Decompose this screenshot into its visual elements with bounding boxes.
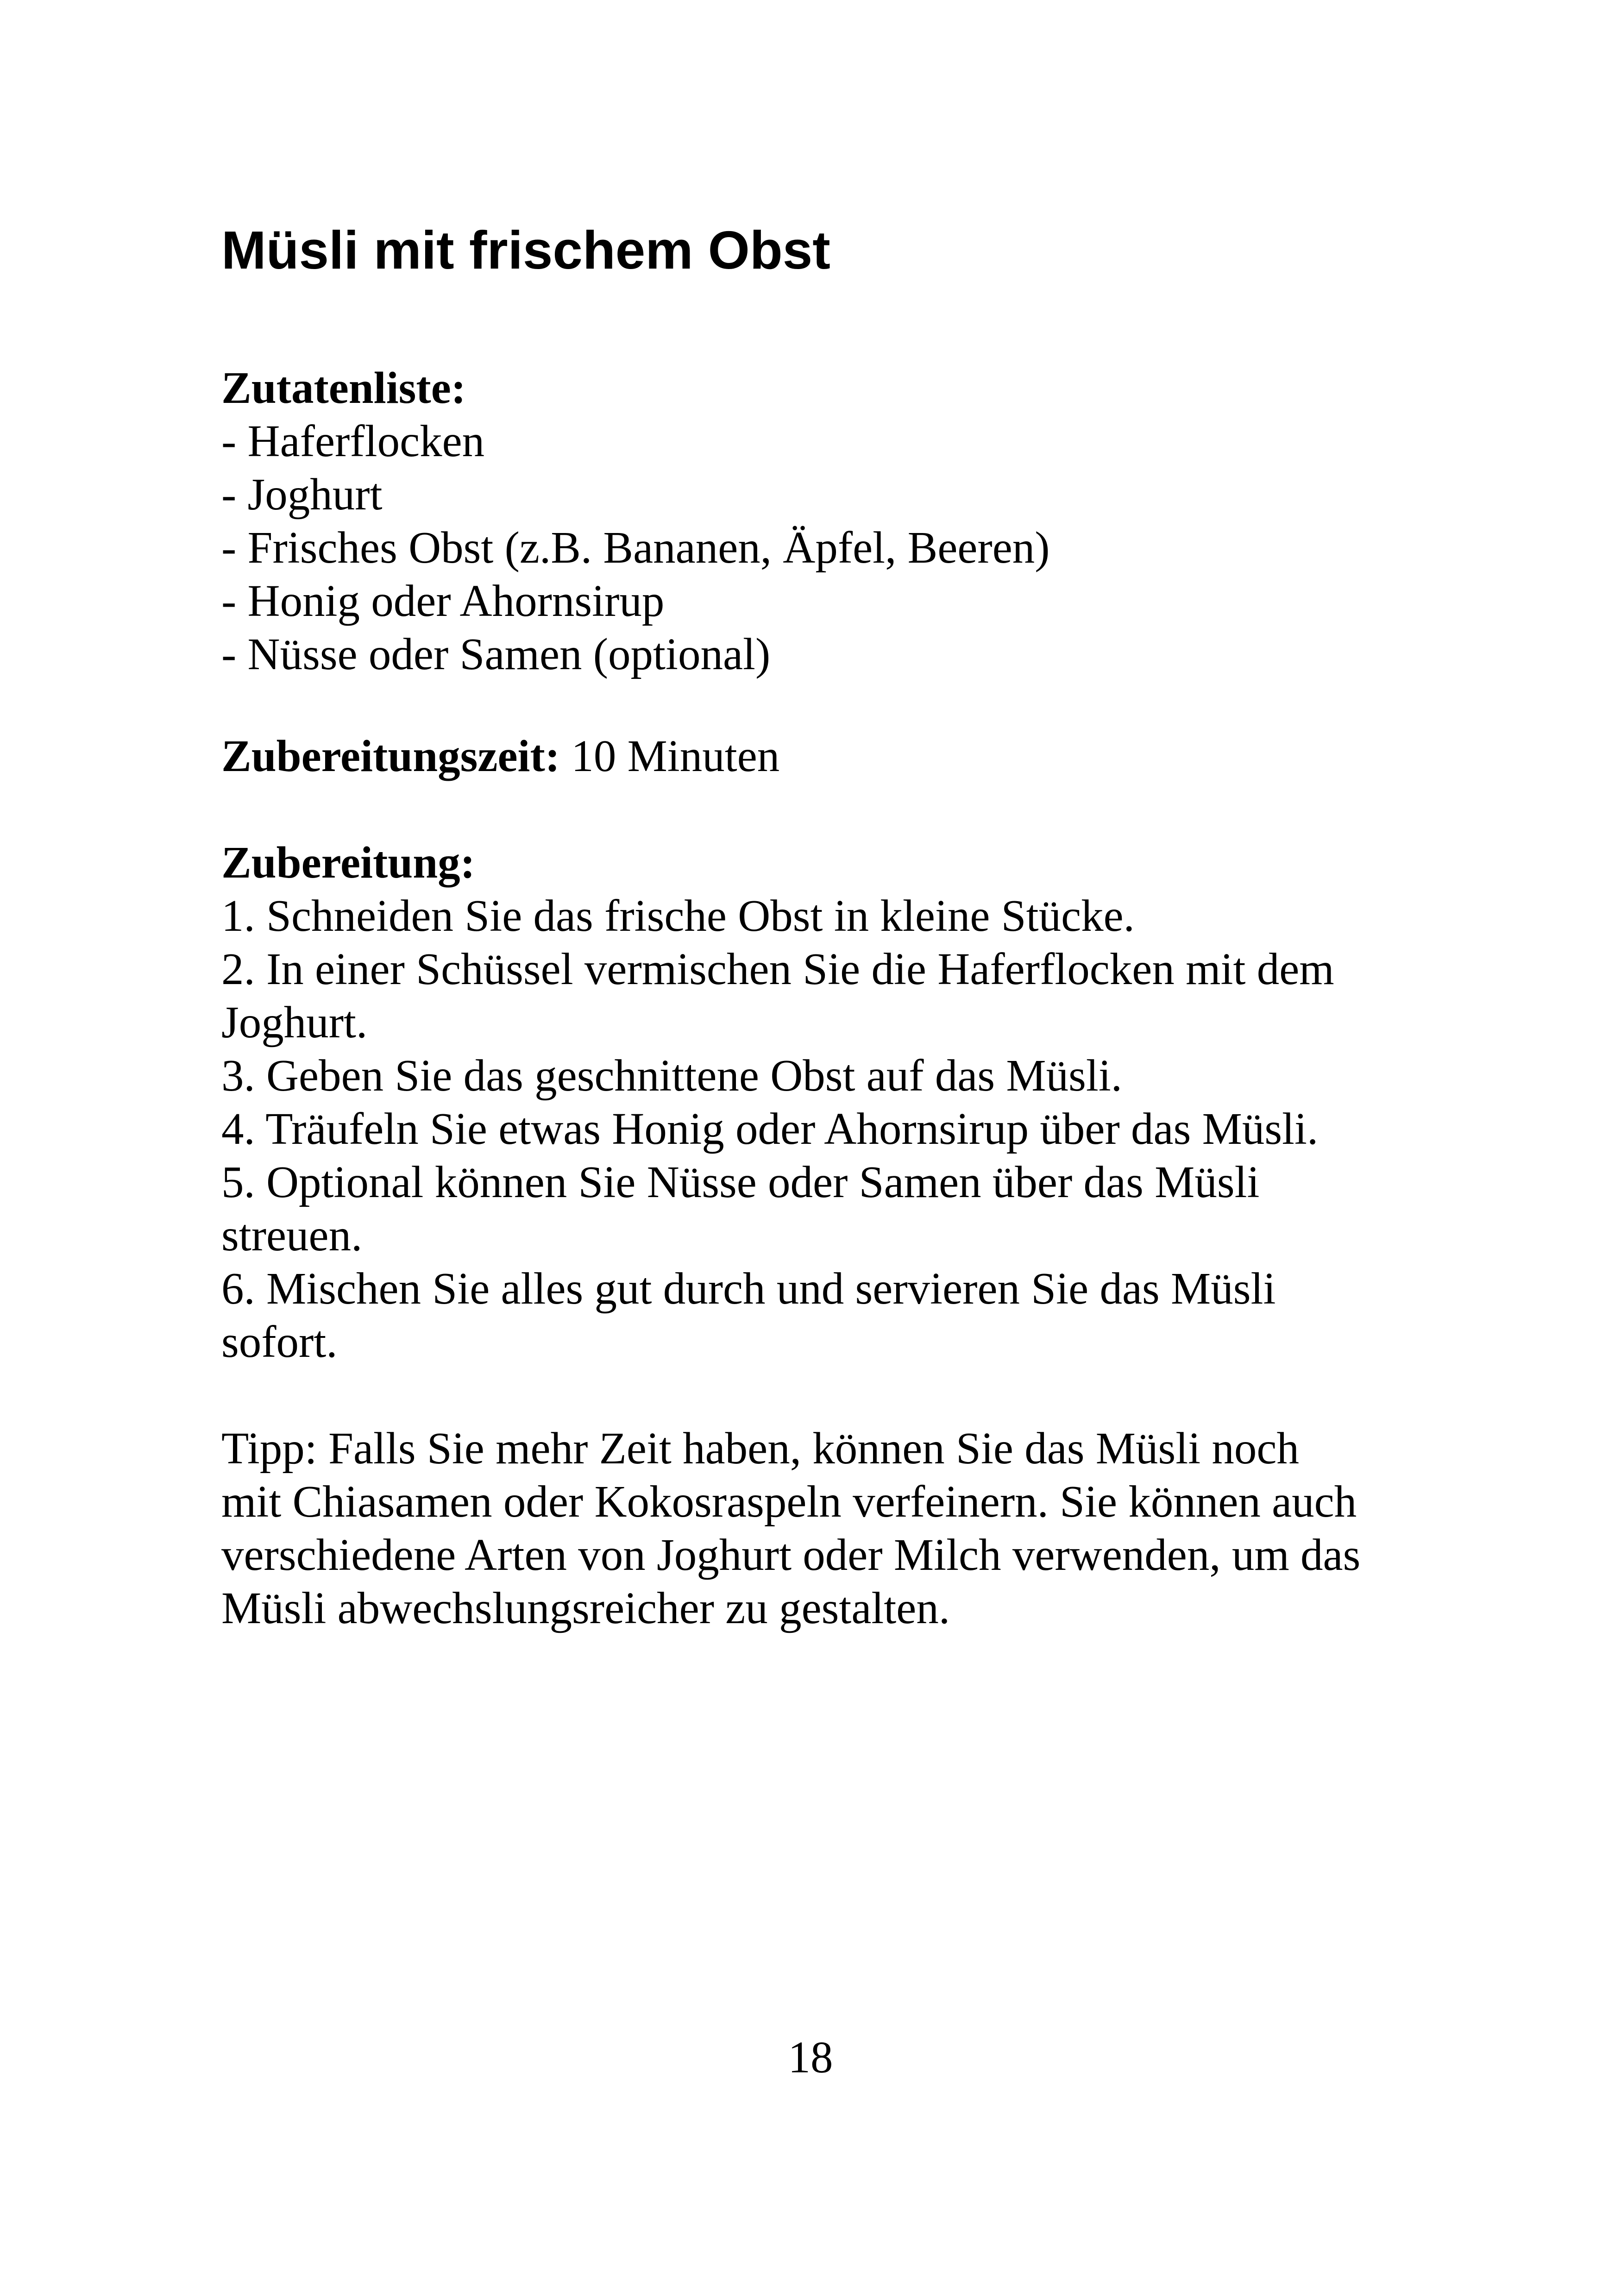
ingredient-item: - Honig oder Ahornsirup bbox=[221, 576, 665, 626]
preparation-time bbox=[221, 729, 779, 783]
step-line: 1. Schneiden Sie das frische Obst in kleine Stücke. bbox=[221, 891, 1135, 941]
steps-list bbox=[221, 889, 1334, 1368]
ingredients-list bbox=[221, 414, 1050, 681]
steps-section bbox=[221, 836, 1334, 1368]
ingredients-section bbox=[221, 361, 1050, 681]
step-line: Joghurt. bbox=[221, 997, 368, 1047]
tip-line: Müsli abwechslungsreicher zu gestalten. bbox=[221, 1583, 950, 1633]
page-number: 18 bbox=[788, 2033, 833, 2082]
preparation-time-label: Zubereitungszeit: bbox=[221, 731, 560, 781]
step-line: 3. Geben Sie das geschnittene Obst auf das Müsli. bbox=[221, 1051, 1123, 1100]
step-line: streuen. bbox=[221, 1211, 363, 1260]
recipe-content bbox=[221, 218, 1426, 1633]
ingredient-item: - Haferflocken bbox=[221, 416, 485, 466]
recipe-title: Müsli mit frischem Obst bbox=[221, 220, 830, 280]
tip-line: mit Chiasamen oder Kokosraspeln verfeinern. Sie können auch bbox=[221, 1477, 1357, 1526]
ingredient-item: - Frisches Obst (z.B. Bananen, Äpfel, Beeren) bbox=[221, 523, 1050, 572]
step-line: 4. Träufeln Sie etwas Honig oder Ahornsirup über das Müsli. bbox=[221, 1104, 1319, 1154]
tip-line: Tipp: Falls Sie mehr Zeit haben, können Sie das Müsli noch bbox=[221, 1424, 1299, 1473]
tip-line: verschiedene Arten von Joghurt oder Milch verwenden, um das bbox=[221, 1530, 1361, 1580]
ingredients-heading: Zutatenliste: bbox=[221, 363, 466, 413]
step-line: sofort. bbox=[221, 1317, 338, 1367]
tip-paragraph bbox=[221, 1422, 1360, 1635]
step-line: 5. Optional können Sie Nüsse oder Samen über das Müsli bbox=[221, 1157, 1260, 1207]
preparation-time-value: 10 Minuten bbox=[560, 731, 780, 781]
ingredient-item: - Joghurt bbox=[221, 470, 383, 519]
step-line: 6. Mischen Sie alles gut durch und servieren Sie das Müsli bbox=[221, 1264, 1276, 1313]
steps-heading: Zubereitung: bbox=[221, 838, 475, 887]
ingredient-item: - Nüsse oder Samen (optional) bbox=[221, 629, 771, 679]
step-line: 2. In einer Schüssel vermischen Sie die Haferflocken mit dem bbox=[221, 944, 1334, 994]
